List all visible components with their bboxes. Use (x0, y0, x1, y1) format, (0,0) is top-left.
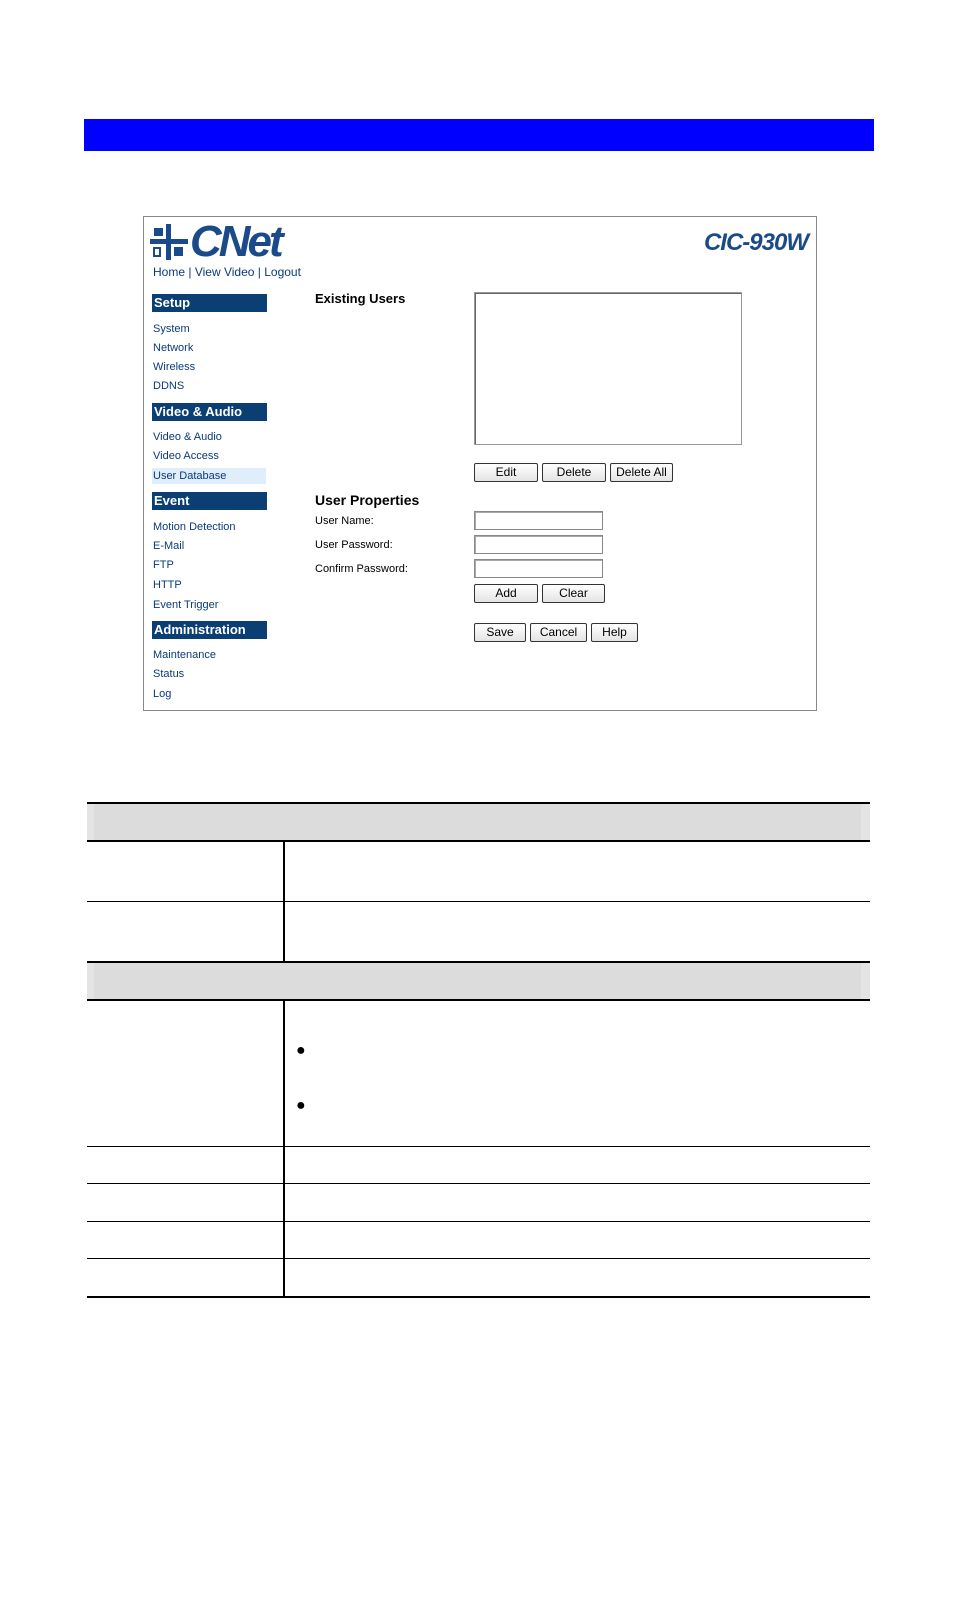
clear-button[interactable]: Clear (542, 584, 605, 603)
home-link[interactable]: Home (153, 265, 186, 279)
existing-users-list[interactable] (474, 292, 742, 445)
confirm-password-label: Confirm Password: (315, 563, 408, 575)
nav-header-video-audio: Video & Audio (152, 403, 267, 421)
nav-item-event-trigger[interactable]: Event Trigger (153, 599, 219, 611)
nav-item-network[interactable]: Network (153, 342, 194, 354)
model-name: CIC-930W (703, 229, 808, 256)
cnet-logo-icon (150, 224, 188, 260)
nav-item-system[interactable]: System (153, 323, 190, 335)
nav-item-wireless[interactable]: Wireless (153, 361, 196, 373)
user-password-input[interactable] (474, 535, 603, 554)
nav-item-video-audio[interactable]: Video & Audio (153, 431, 222, 443)
nav-header-administration: Administration (152, 621, 267, 639)
nav-header-event: Event (152, 492, 267, 510)
list-bullet: ● (296, 1097, 306, 1114)
nav-item-motion-detection[interactable]: Motion Detection (153, 521, 236, 533)
nav-item-http[interactable]: HTTP (153, 579, 182, 591)
camera-config-screenshot (143, 216, 817, 711)
nav-item-log[interactable]: Log (153, 688, 172, 700)
logout-link[interactable]: Logout (264, 265, 301, 279)
section-header-bar (84, 119, 874, 151)
logo-text: CNet (190, 217, 281, 266)
cancel-button[interactable]: Cancel (530, 623, 587, 642)
delete-all-button[interactable]: Delete All (610, 463, 673, 482)
edit-button[interactable]: Edit (474, 463, 538, 482)
nav-item-ftp[interactable]: FTP (153, 559, 174, 571)
list-bullet: ● (296, 1042, 306, 1059)
existing-users-label: Existing Users (315, 291, 406, 306)
top-links: Home | View Video | Logout (153, 265, 301, 279)
nav-item-user-database[interactable]: User Database (152, 468, 266, 484)
confirm-password-input[interactable] (474, 559, 603, 578)
view-video-link[interactable]: View Video (194, 265, 255, 279)
help-button[interactable]: Help (591, 623, 638, 642)
nav-header-setup: Setup (152, 294, 267, 312)
user-name-input[interactable] (474, 511, 603, 530)
user-password-label: User Password: (315, 539, 393, 551)
nav-item-maintenance[interactable]: Maintenance (153, 649, 216, 661)
save-button[interactable]: Save (474, 623, 526, 642)
add-button[interactable]: Add (474, 584, 538, 603)
nav-item-status[interactable]: Status (153, 668, 185, 680)
user-properties-label: User Properties (315, 492, 420, 508)
delete-button[interactable]: Delete (542, 463, 606, 482)
user-name-label: User Name: (315, 515, 374, 527)
cnet-logo (150, 217, 281, 266)
nav-item-video-access[interactable]: Video Access (153, 450, 219, 462)
nav-item-email[interactable]: E-Mail (153, 540, 185, 552)
nav-item-ddns[interactable]: DDNS (153, 380, 185, 392)
